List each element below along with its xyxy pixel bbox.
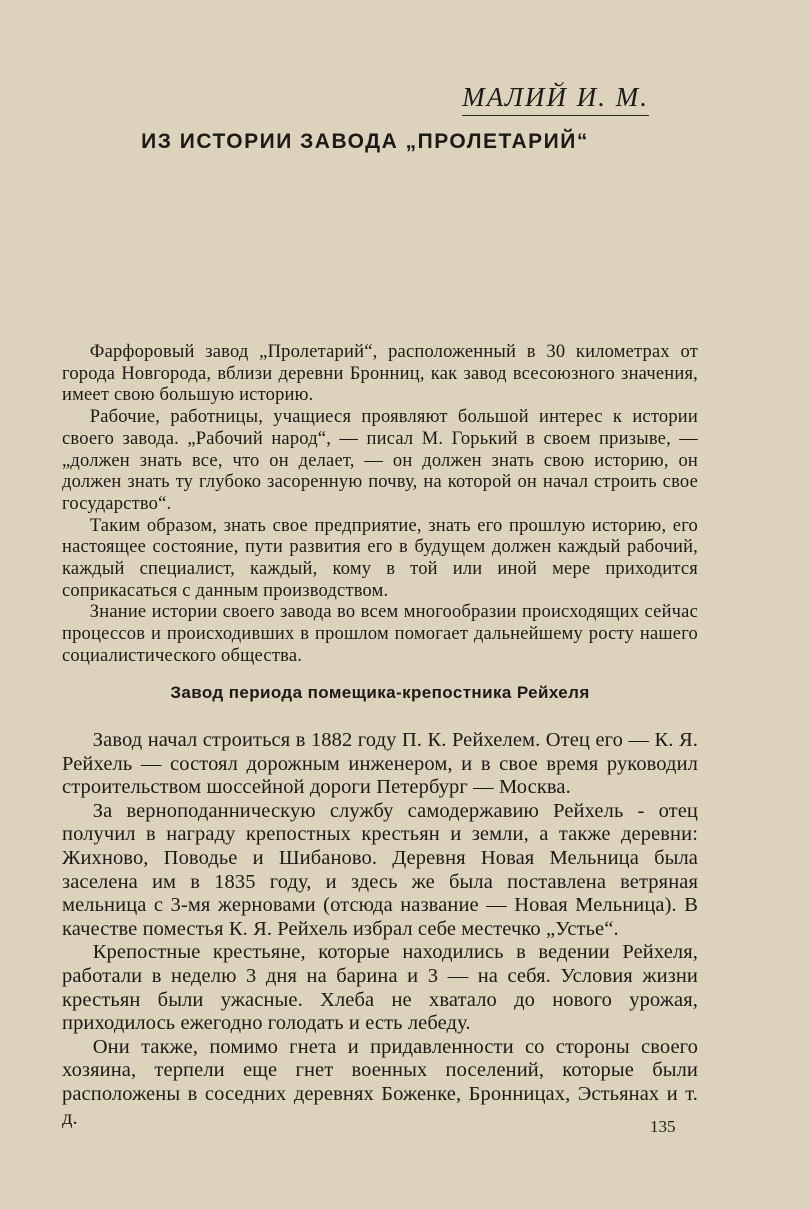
intro-text (62, 342, 698, 668)
page-number: 135 (650, 1117, 676, 1136)
paragraph: Фарфоровый завод „Пролетарий“, расположенный в 30 километрах от города Новгорода, вблизи деревни Бронниц, как завод всесоюзного значения, имеет свою большую историю. (62, 342, 698, 406)
paragraph: Знание истории своего завода во всем многообразии происходящих сейчас процессов и происходивших в прошлом помогает дальнейшему росту нашего социалистического общества. (62, 602, 698, 666)
paragraph: Рабочие, работницы, учащиеся проявляют большой интерес к истории своего завода. „Рабочий народ“, — писал М. Горький в своем призыве, — „должен знать все, что он делает, — он должен знать свою историю, он должен знать ту глубоко засоренную почву, на которой он начал строить свое государство“. (62, 407, 698, 514)
section-heading: Завод периода помещика-крепостника Рейхеля (170, 683, 590, 702)
article-title: ИЗ ИСТОРИИ ЗАВОДА „ПРОЛЕТАРИЙ“ (141, 130, 589, 153)
section-reichel (62, 683, 698, 1130)
paragraph: За верноподанническую службу самодержавию Рейхель - отец получил в награду крепостных крестьян и земли, а также деревни: Жихново, Поводье и Шибаново. Деревня Новая Мельница была заселена им в 1835 году, и здесь же была поставлена ветряная мельница с 3-мя жерновами (отсюда название — Новая Мельница). В качестве поместья К. Я. Рейхель избрал себе местечко „Устье“. (62, 799, 698, 940)
paragraph: Они также, помимо гнета и придавленности со стороны своего хозяина, терпели еще гнет военных поселений, которые были расположены в соседних деревнях Боженке, Бронницах, Эстьянах и т. д. (62, 1035, 698, 1129)
paragraph: Таким образом, знать свое предприятие, знать его прошлую историю, его настоящее состояние, пути развития его в будущем должен каждый рабочий, каждый специалист, каждый, кому в той или иной мере приходится соприкасаться с данным производством. (62, 515, 698, 601)
paragraph: Завод начал строиться в 1882 году П. К. Рейхелем. Отец его — К. Я. Рейхель — состоял дорожным инженером, и в свое время руководил строительством шоссейной дороги Петербург — Москва. (62, 729, 698, 799)
author-name: МАЛИЙ И. М. (462, 82, 649, 116)
paragraph: Крепостные крестьяне, которые находились в ведении Рейхеля, работали в неделю 3 дня на барина и 3 — на себя. Условия жизни крестьян были ужасные. Хлеба не хватало до нового урожая, приходилось ежегодно голодать и есть лебеду. (62, 941, 698, 1035)
